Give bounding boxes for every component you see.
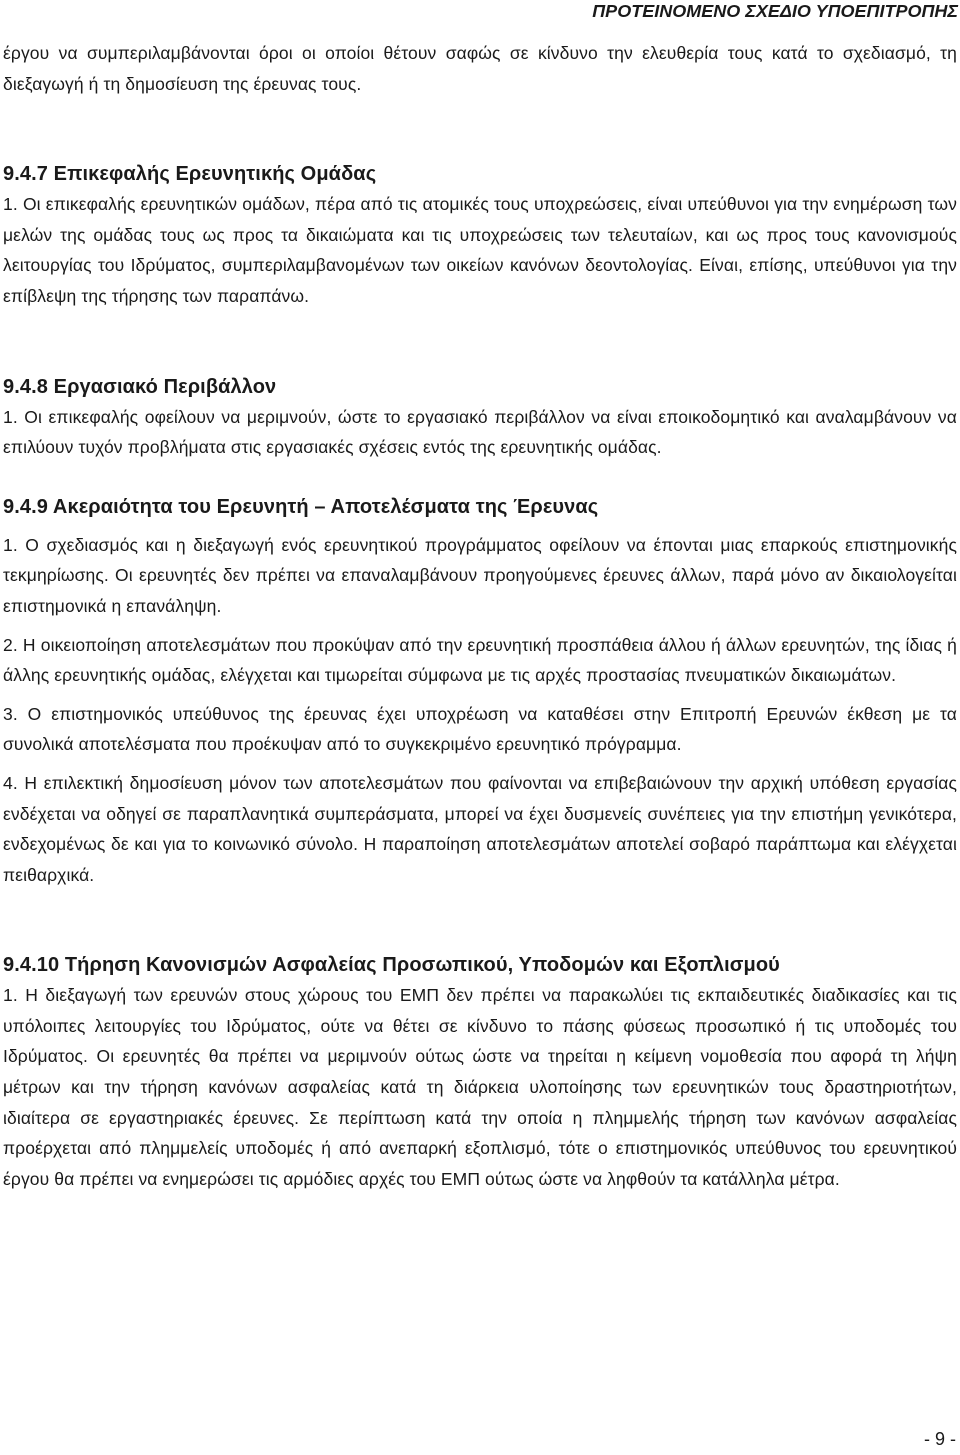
running-header: ΠΡΟΤΕΙΝΟΜΕΝΟ ΣΧΕΔΙΟ ΥΠΟΕΠΙΤΡΟΠΗΣ xyxy=(592,1,958,21)
section-9-4-10 xyxy=(3,950,957,1194)
spacer xyxy=(3,890,957,950)
paragraph-9-4-9-1: 1. Ο σχεδιασμός και η διεξαγωγή ενός ερευνητικού προγράμματος οφείλουν να έπονται μιας επαρκούς επιστημονικής τεκμηρίωσης. Οι ερευνητές δεν πρέπει να επαναλαμβάνουν προηγούμενες έρευνες άλλων, παρά μόνο αν δικαιολογείται επιστημονικά η επανάληψη. xyxy=(3,534,957,616)
paragraph-9-4-9-2: 2. Η οικειοποίηση αποτελεσμάτων που προκύψαν από την ερευνητική προσπάθεια άλλου ή άλλων ερευνητών, της ίδιας ή άλλης ερευνητικής ομάδας, ελέγχεται και τιμωρείται σύμφωνα με τις αρχές προστασίας πνευματικών δικαιωμάτων. xyxy=(3,634,957,686)
spacer xyxy=(3,760,957,768)
section-9-4-8 xyxy=(3,372,957,463)
spacer xyxy=(3,622,957,630)
paragraph-9-4-7-1: 1. Οι επικεφαλής ερευνητικών ομάδων, πέρα από τις ατομικές τους υποχρεώσεις, είναι υπεύθυνοι για την ενημέρωση των μελών της ομάδας τους ως προς τα δικαιώματα και τις υποχρεώσεις των τελευταίων, και ως προς τους κανονισμούς λειτουργίας του Ιδρύματος, συμπεριλαμβανομένων των οικείων κανόνων δεοντολογίας. Είναι, επίσης, υπεύθυνοι για την επίβλεψη της τήρησης των παραπάνω. xyxy=(3,194,957,306)
page-content xyxy=(3,38,957,1194)
intro-paragraph: έργου να συμπεριλαμβάνονται όροι οι οποίοι θέτουν σαφώς σε κίνδυνο την ελευθερία τους κατά το σχεδιασμό, τη διεξαγωγή ή τη δημοσίευση της έρευνας τους. xyxy=(3,43,957,94)
paragraph-9-4-10-1: 1. Η διεξαγωγή των ερευνών στους χώρους του ΕΜΠ δεν πρέπει να παρακωλύει τις εκπαιδευτικές διαδικασίες και τις υπόλοιπες λειτουργίες του Ιδρύματος, ούτε να θέτει σε κίνδυνο τo πάσης φύσεως προσωπικό ή τις υποδομές του Ιδρύματος. Οι ερευνητές θα πρέπει να μεριμνούν ούτως ώστε να τηρείται η κείμενη νομοθεσία που αφορά τη λήψη μέτρων και την τήρηση κανόνων ασφαλείας κατά τη διάρκεια υλοποίησης των ερευνητικών τους δραστηριοτήτων, ιδιαίτερα σε εργαστηριακές έρευνες. Σε περίπτωση κατά την οποία η πλημμελής τήρηση των κανόνων ασφαλείας προέρχεται από πλημμελείς υποδομές ή από ανεπαρκή εξοπλισμό, τότε ο επιστημονικός υπεύθυνος του ερευνητικού έργου θα πρέπει να ενημερώσει τις αρμόδιες αρχές του ΕΜΠ ούτως ώστε να ληφθούν τα κατάλληλα μέτρα. xyxy=(3,985,957,1189)
paragraph-9-4-8-1: 1. Οι επικεφαλής οφείλουν να μεριμνούν, ώστε το εργασιακό περιβάλλον να είναι εποικοδομητικό και αναλαμβάνουν να επιλύουν τυχόν προβλήματα στις εργασιακές σχέσεις εντός της ερευνητικής ομάδας. xyxy=(3,406,957,458)
section-9-4-9 xyxy=(3,492,957,891)
spacer xyxy=(3,463,957,492)
spacer xyxy=(3,312,957,372)
section-heading-9-4-7: 9.4.7 Επικεφαλής Ερευνητικής Ομάδας xyxy=(3,163,377,186)
section-heading-9-4-9: 9.4.9 Ακεραιότητα του Ερευνητή – Αποτελέσματα της Έρευνας xyxy=(3,495,599,518)
section-heading-9-4-10: 9.4.10 Τήρηση Κανονισμών Ασφαλείας Προσωπικού, Υποδομών και Εξοπλισμού xyxy=(3,954,780,977)
section-heading-9-4-8: 9.4.8 Εργασιακό Περιβάλλον xyxy=(3,375,277,398)
spacer xyxy=(3,522,957,530)
spacer xyxy=(3,99,957,159)
section-9-4-7 xyxy=(3,159,957,311)
paragraph-9-4-9-4: 4. Η επιλεκτική δημοσίευση μόνον των αποτελεσμάτων που φαίνονται να επιβεβαιώνουν την αρχική υπόθεση εργασίας ενδέχεται να οδηγεί σε παραπλανητικά συμπεράσματα, μπορεί να έχει δυσμενείς συνέπειες για την επιστήμη γενικότερα, ενδεχομένως δε και για το κοινωνικό σύνολο. Η παραποίηση αποτελεσμάτων αποτελεί σοβαρό παράπτωμα και ελέγχεται πειθαρχικά. xyxy=(3,772,957,885)
spacer xyxy=(3,691,957,699)
paragraph-9-4-9-3: 3. Ο επιστημονικός υπεύθυνος της έρευνας έχει υποχρέωση να καταθέσει στην Επιτροπή Ερευνών έκθεση με τα συνολικά αποτελέσματα που προέκυψαν από το συγκεκριμένο ερευνητικό πρόγραμμα. xyxy=(3,703,957,755)
page-number: - 9 - xyxy=(923,1429,956,1449)
